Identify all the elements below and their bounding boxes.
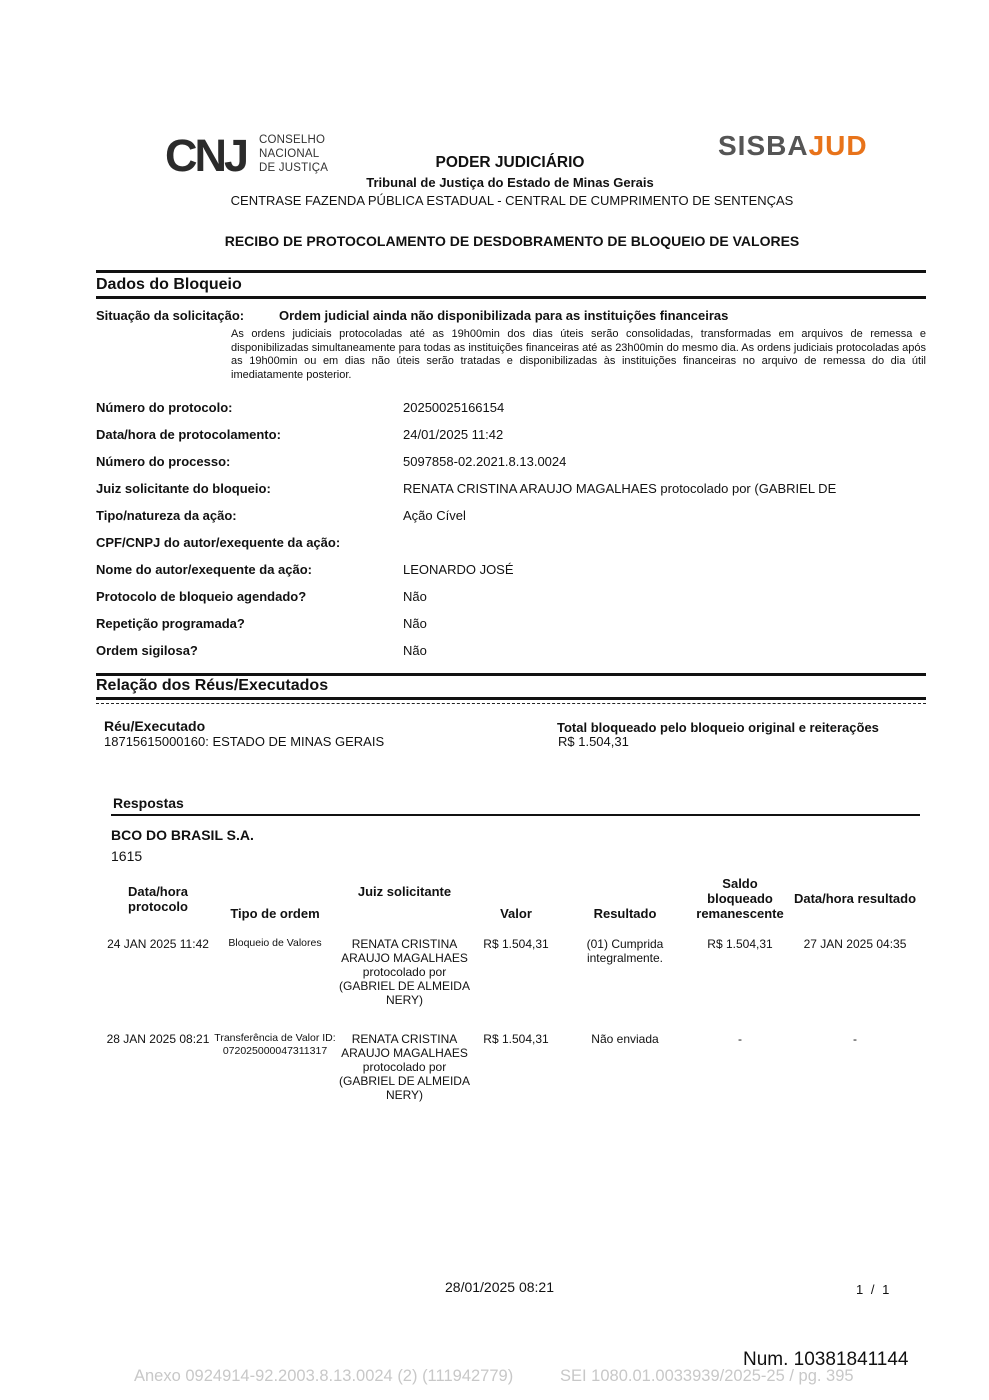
defendant-value: 18715615000160: ESTADO DE MINAS GERAIS xyxy=(104,734,385,749)
defendant-header: Réu/Executado xyxy=(104,718,206,734)
field-value-process: 5097858-02.2021.8.13.0024 xyxy=(403,454,567,469)
field-value-repetition: Não xyxy=(403,616,427,631)
field-value-judge: RENATA CRISTINA ARAUJO MAGALHAES protocolado por (GABRIEL DE xyxy=(403,481,837,496)
cell-date-result: 27 JAN 2025 04:35 xyxy=(803,937,907,951)
field-value-protocol: 20250025166154 xyxy=(403,400,505,415)
defendants-rule-top xyxy=(96,673,926,676)
cell-result: Não enviada xyxy=(591,1032,659,1046)
th-date-protocol: Data/hora protocolo xyxy=(128,883,188,914)
cell-balance: R$ 1.504,31 xyxy=(707,937,773,951)
field-label-protocol: Número do protocolo: xyxy=(96,400,233,415)
field-label-judge: Juiz solicitante do bloqueio: xyxy=(96,481,271,496)
cnj-line-2: NACIONAL xyxy=(259,148,320,160)
field-value-scheduled: Não xyxy=(403,589,427,604)
cell-date-protocol: 28 JAN 2025 08:21 xyxy=(106,1032,210,1046)
responses-title: Respostas xyxy=(113,795,184,811)
field-label-process: Número do processo: xyxy=(96,454,231,469)
th-order-type: Tipo de ordem xyxy=(230,906,320,921)
cell-judge: RENATA CRISTINA ARAUJO MAGALHAES protocolado por (GABRIEL DE ALMEIDA NERY) xyxy=(339,1032,470,1102)
cell-order-type: Bloqueio de Valores xyxy=(228,937,322,949)
th-date-result: Data/hora resultado xyxy=(793,891,917,906)
footer-datetime: 28/01/2025 08:21 xyxy=(445,1279,554,1295)
bank-agency: 1615 xyxy=(111,848,143,864)
responses-table xyxy=(103,876,920,1102)
cnj-logo-letters: CNJ xyxy=(165,132,247,176)
field-value-secret: Não xyxy=(403,643,427,658)
field-label-action-type: Tipo/natureza da ação: xyxy=(96,508,237,523)
th-balance: Saldo bloqueado remanescente xyxy=(696,876,784,921)
field-label-protocol-date: Data/hora de protocolamento: xyxy=(96,427,281,442)
bank-name: BCO DO BRASIL S.A. xyxy=(111,827,254,843)
field-label-repetition: Repetição programada? xyxy=(96,616,245,631)
cell-judge: RENATA CRISTINA ARAUJO MAGALHAES protocolado por (GABRIEL DE ALMEIDA NERY) xyxy=(339,937,470,1007)
section-rule-top xyxy=(96,270,926,273)
field-label-secret: Ordem sigilosa? xyxy=(96,643,198,658)
field-label-scheduled: Protocolo de bloqueio agendado? xyxy=(96,589,307,604)
unit-name: CENTRASE FAZENDA PÚBLICA ESTADUAL - CENTRAL DE CUMPRIMENTO DE SENTENÇAS xyxy=(230,193,794,208)
section-title-defendants: Relação dos Réus/Executados xyxy=(96,677,329,694)
annex-stamp-left: Anexo 0924914-92.2003.8.13.0024 (2) (111942779) xyxy=(134,1367,514,1385)
sisbajud-logo-part1: SISBA xyxy=(718,130,809,161)
field-value-author-name: LEONARDO JOSÉ xyxy=(403,562,514,577)
cell-date-protocol: 24 JAN 2025 11:42 xyxy=(107,937,209,951)
defendants-rule-bottom xyxy=(96,697,926,700)
th-judge: Juiz solicitante xyxy=(357,884,452,899)
table-row xyxy=(103,921,920,1032)
total-blocked-header: Total bloqueado pelo bloqueio original e reiterações xyxy=(557,720,879,735)
power-heading: PODER JUDICIÁRIO xyxy=(435,154,585,171)
status-value: Ordem judicial ainda não disponibilizada para as instituições financeiras xyxy=(279,308,729,323)
sisbajud-logo-part2: JUD xyxy=(808,130,868,161)
field-label-author-doc: CPF/CNPJ do autor/exequente da ação: xyxy=(96,535,341,550)
field-label-author-name: Nome do autor/exequente da ação: xyxy=(96,562,312,577)
status-label: Situação da solicitação: xyxy=(96,308,245,323)
document-title: RECIBO DE PROTOCOLAMENTO DE DESDOBRAMENTO DE BLOQUEIO DE VALORES xyxy=(224,233,800,249)
table-header-row xyxy=(103,876,920,921)
page-indicator: 1 / 1 xyxy=(856,1282,892,1297)
table-row xyxy=(103,1032,920,1102)
total-blocked-value: R$ 1.504,31 xyxy=(558,734,629,749)
responses-rule xyxy=(111,814,920,816)
dashed-separator xyxy=(96,703,926,704)
court-name: Tribunal de Justiça do Estado de Minas Gerais xyxy=(366,175,654,190)
cell-result: (01) Cumprida integralmente. xyxy=(586,937,664,965)
field-value-protocol-date: 24/01/2025 11:42 xyxy=(403,427,504,442)
cnj-line-3: DE JUSTIÇA xyxy=(259,162,329,174)
th-result: Resultado xyxy=(593,906,657,921)
field-value-action-type: Ação Cível xyxy=(403,508,466,523)
cell-value: R$ 1.504,31 xyxy=(483,1032,549,1046)
annex-stamp-right: SEI 1080.01.0033939/2025-25 / pg. 395 xyxy=(560,1367,854,1385)
document-number: Num. 10381841144 xyxy=(743,1349,909,1370)
cell-balance: - xyxy=(738,1032,742,1046)
status-note: As ordens judiciais protocoladas até as 19h00min dos dias úteis serão consolidadas, transformadas em arquivos de remessa e disponibilizadas simultaneamente para todas as instituições financeiras até as 23h00min do mesmo dia. As ordens judiciais protocoladas após as 19h00min ou em dias não úteis serão tratadas e disponibilizadas às instituições financeiras no arquivo de remessa do dia útil imediatamente posterior. xyxy=(231,328,926,381)
section-rule-bottom xyxy=(96,296,926,299)
cnj-line-1: CONSELHO xyxy=(259,134,326,146)
cell-value: R$ 1.504,31 xyxy=(483,937,549,951)
section-title-block: Dados do Bloqueio xyxy=(96,276,242,293)
cell-order-type: Transferência de Valor ID: 072025000047311317 xyxy=(214,1032,336,1057)
th-value: Valor xyxy=(500,906,532,921)
cell-date-result: - xyxy=(853,1032,857,1046)
